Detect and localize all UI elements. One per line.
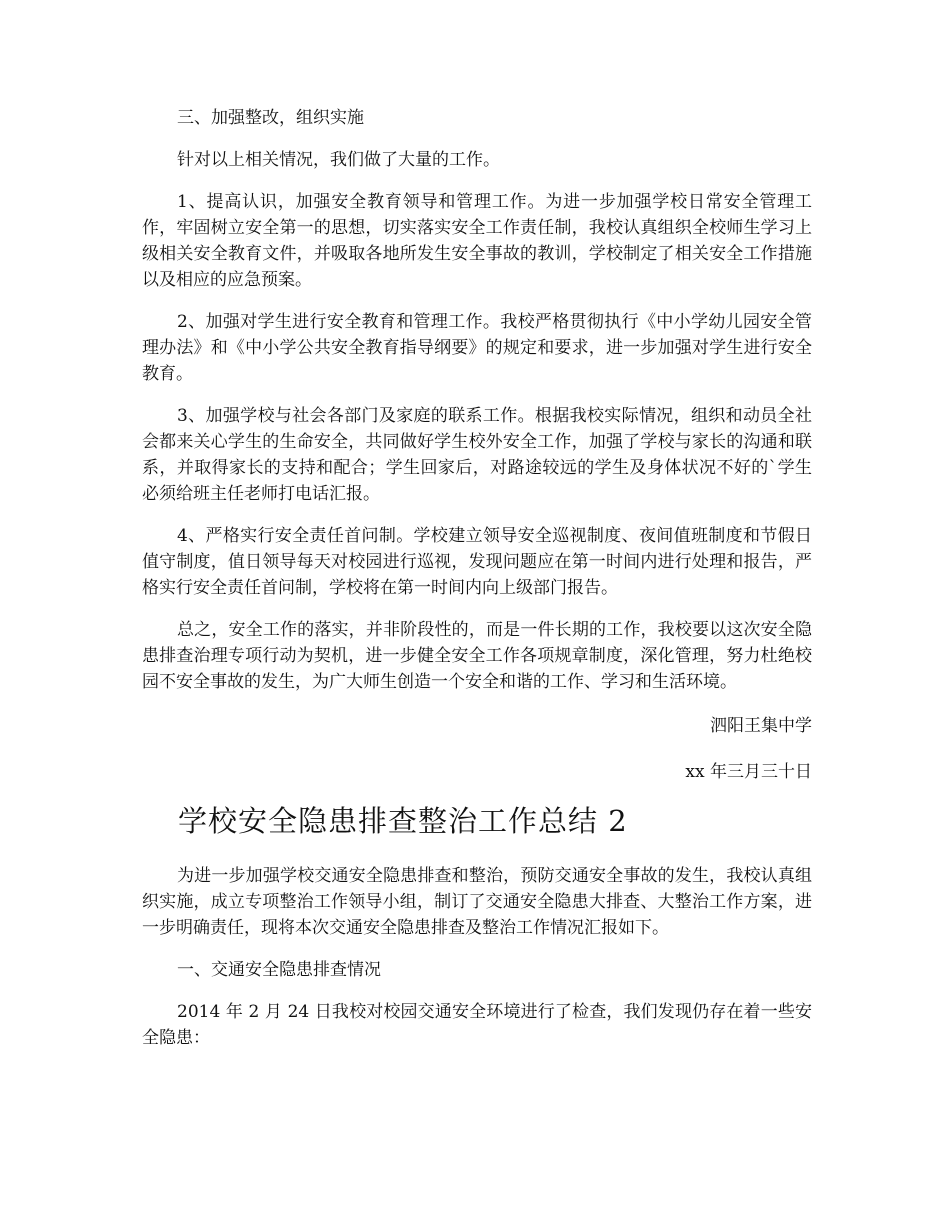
document-body <box>142 105 812 1051</box>
section-heading: 一、交通安全隐患排查情况 <box>177 960 381 980</box>
paragraph-item: 2、加强对学生进行安全教育和管理工作。我校严格贯彻执行《中小学幼儿园安全管理办法》和《中小学公共安全教育指导纲要》的规定和要求，进一步加强对学生进行安全教育。 <box>142 312 812 384</box>
paragraph-conclusion: 总之，安全工作的落实，并非阶段性的，而是一件长期的工作，我校要以这次安全隐患排查治理专项行动为契机，进一步健全安全工作各项规章制度，深化管理，努力杜绝校园不安全事故的发生，为广大师生创造一个安全和谐的工作、学习和生活环境。 <box>142 620 812 692</box>
paragraph-intro-2: 为进一步加强学校交通安全隐患排查和整治，预防交通安全事故的发生，我校认真组织实施，成立专项整治工作领导小组，制订了交通安全隐患大排查、大整治工作方案，进一步明确责任，现将本次交通安全隐患排查及整治工作情况汇报如下。 <box>142 866 812 938</box>
paragraph-item: 4、严格实行安全责任首问制。学校建立领导安全巡视制度、夜间值班制度和节假日值守制度，值日领导每天对校园进行巡视，发现问题应在第一时间内进行处理和报告，严格实行安全责任首问制，学校将在第一时间内向上级部门报告。 <box>142 526 812 598</box>
date: xx 年三月三十日 <box>685 762 812 782</box>
paragraph-item: 1、提高认识，加强安全教育领导和管理工作。为进一步加强学校日常安全管理工作，牢固树立安全第一的思想，切实落实安全工作责任制，我校认真组织全校师生学习上级相关安全教育文件，并吸取各地所发生安全事故的教训，学校制定了相关安全工作措施以及相应的应急预案。 <box>142 192 812 290</box>
paragraph-check: 2014 年 2 月 24 日我校对校园交通安全环境进行了检查，我们发现仍存在着一些安全隐患： <box>142 1002 812 1048</box>
paragraph-intro: 针对以上相关情况，我们做了大量的工作。 <box>177 150 500 170</box>
signature: 泗阳王集中学 <box>710 716 812 736</box>
section-heading: 三、加强整改，组织实施 <box>177 108 364 128</box>
document-title: 学校安全隐患排查整治工作总结 2 <box>178 804 628 838</box>
paragraph-item: 3、加强学校与社会各部门及家庭的联系工作。根据我校实际情况，组织和动员全社会都来关心学生的生命安全，共同做好学生校外安全工作，加强了学校与家长的沟通和联系，并取得家长的支持和配合；学生回家后，对路途较远的学生及身体状况不好的`学生必须给班主任老师打电话汇报。 <box>142 406 812 504</box>
